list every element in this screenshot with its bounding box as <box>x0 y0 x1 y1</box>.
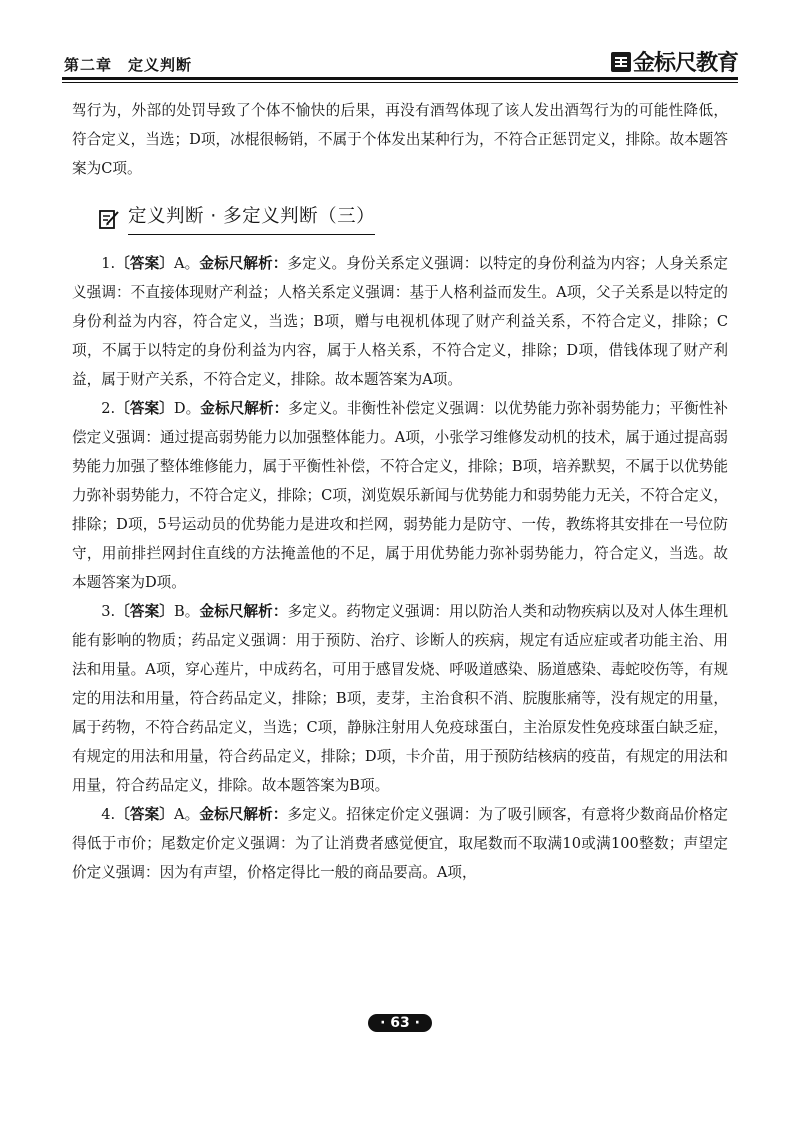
chapter-title: 第二章 定义判断 <box>64 56 193 74</box>
header-rule-thick <box>62 77 738 80</box>
answer-label: 〔答案〕 <box>115 603 174 620</box>
page-number-container <box>0 1012 800 1032</box>
answer-label: 〔答案〕 <box>115 806 174 823</box>
answer-item-3 <box>72 597 728 800</box>
analysis-label: 金标尺解析： <box>199 255 288 272</box>
item-number: 3. <box>101 603 116 620</box>
brand <box>611 46 738 77</box>
answer-item-2 <box>72 394 728 597</box>
brand-logo-icon <box>611 52 631 72</box>
answer-label: 〔答案〕 <box>115 400 174 417</box>
analysis-text: 多定义。非衡性补偿定义强调：以优势能力弥补弱势能力；平衡性补偿定义强调：通过提高弱势能力以加强整体能力。A项，小张学习维修发动机的技术，属于通过提高弱势能力加强了整体维修能力，属于平衡性补偿，不符合定义，排除；B项，培养默契，不属于以优势能力弥补弱势能力，不符合定义，排除；C项，浏览娱乐新闻与优势能力和弱势能力无关，不符合定义，排除；D项，5号运动员的优势能力是进攻和拦网，弱势能力是防守、一传，教练将其安排在一号位防守，用前排拦网封住直线的方法掩盖他的不足，属于用优势能力弥补弱势能力，符合定义，当选。故本题答案为D项。 <box>72 400 728 591</box>
answer-letter: B。 <box>173 603 200 620</box>
analysis-text: 多定义。身份关系定义强调：以特定的身份利益为内容；人身关系定义强调：不直接体现财产利益；人格关系定义强调：基于人格利益而发生。A项，父子关系是以特定的身份利益为内容，符合定义，当选；B项，赠与电视机体现了财产利益关系，不符合定义，排除；C项，不属于以特定的身份利益为内容，属于人格关系，不符合定义，排除；D项，借钱体现了财产利益，属于财产关系，不符合定义，排除。故本题答案为A项。 <box>72 255 728 388</box>
analysis-label: 金标尺解析： <box>199 806 288 823</box>
header-rule-thin <box>62 82 738 83</box>
answer-item-1 <box>72 249 728 394</box>
page-header <box>62 44 738 80</box>
analysis-text: 多定义。药物定义强调：用以防治人类和动物疾病以及对人体生理机能有影响的物质；药品定义强调：用于预防、治疗、诊断人的疾病，规定有适应症或者功能主治、用法和用量。A项，穿心莲片，中成药名，可用于感冒发烧、呼吸道感染、肠道感染、毒蛇咬伤等，有规定的用法和用量，符合药品定义，排除；B项，麦芽，主治食积不消、脘腹胀痛等，没有规定的用量，属于药物，不符合药品定义，当选；C项，静脉注射用人免疫球蛋白，主治原发性免疫球蛋白缺乏症，有规定的用法和用量，符合药品定义，排除；D项，卡介苗，用于预防结核病的疫苗，有规定的用法和用量，符合药品定义，排除。故本题答案为B项。 <box>72 603 728 794</box>
edit-note-icon <box>98 208 120 230</box>
section-title: 定义判断 · 多定义判断（三） <box>128 202 375 235</box>
analysis-text: 多定义。招徕定价定义强调：为了吸引顾客，有意将少数商品价格定得低于市价；尾数定价定义强调：为了让消费者感觉便宜，取尾数而不取满10或满100整数；声望定价定义强调：因为有声望，价格定得比一般的商品要高。A项， <box>72 806 728 881</box>
answer-letter: A。 <box>173 255 200 272</box>
item-number: 2. <box>101 400 116 417</box>
item-number: 4. <box>101 806 116 823</box>
item-number: 1. <box>101 255 116 272</box>
answer-letter: A。 <box>173 806 200 823</box>
answer-item-4 <box>72 800 728 887</box>
answer-letter: D。 <box>173 400 201 417</box>
analysis-label: 金标尺解析： <box>200 400 289 417</box>
answer-label: 〔答案〕 <box>115 255 174 272</box>
page-content <box>72 96 728 887</box>
brand-name: 金标尺教育 <box>632 51 738 76</box>
intro-paragraph: 驾行为，外部的处罚导致了个体不愉快的后果，再没有酒驾体现了该人发出酒驾行为的可能性降低，符合定义，当选；D项，冰棍很畅销，不属于个体发出某种行为，不符合正惩罚定义，排除。故本题答案为C项。 <box>72 102 728 177</box>
page-number: · 63 · <box>368 1014 432 1032</box>
section-heading <box>98 202 728 235</box>
analysis-label: 金标尺解析： <box>199 603 288 620</box>
